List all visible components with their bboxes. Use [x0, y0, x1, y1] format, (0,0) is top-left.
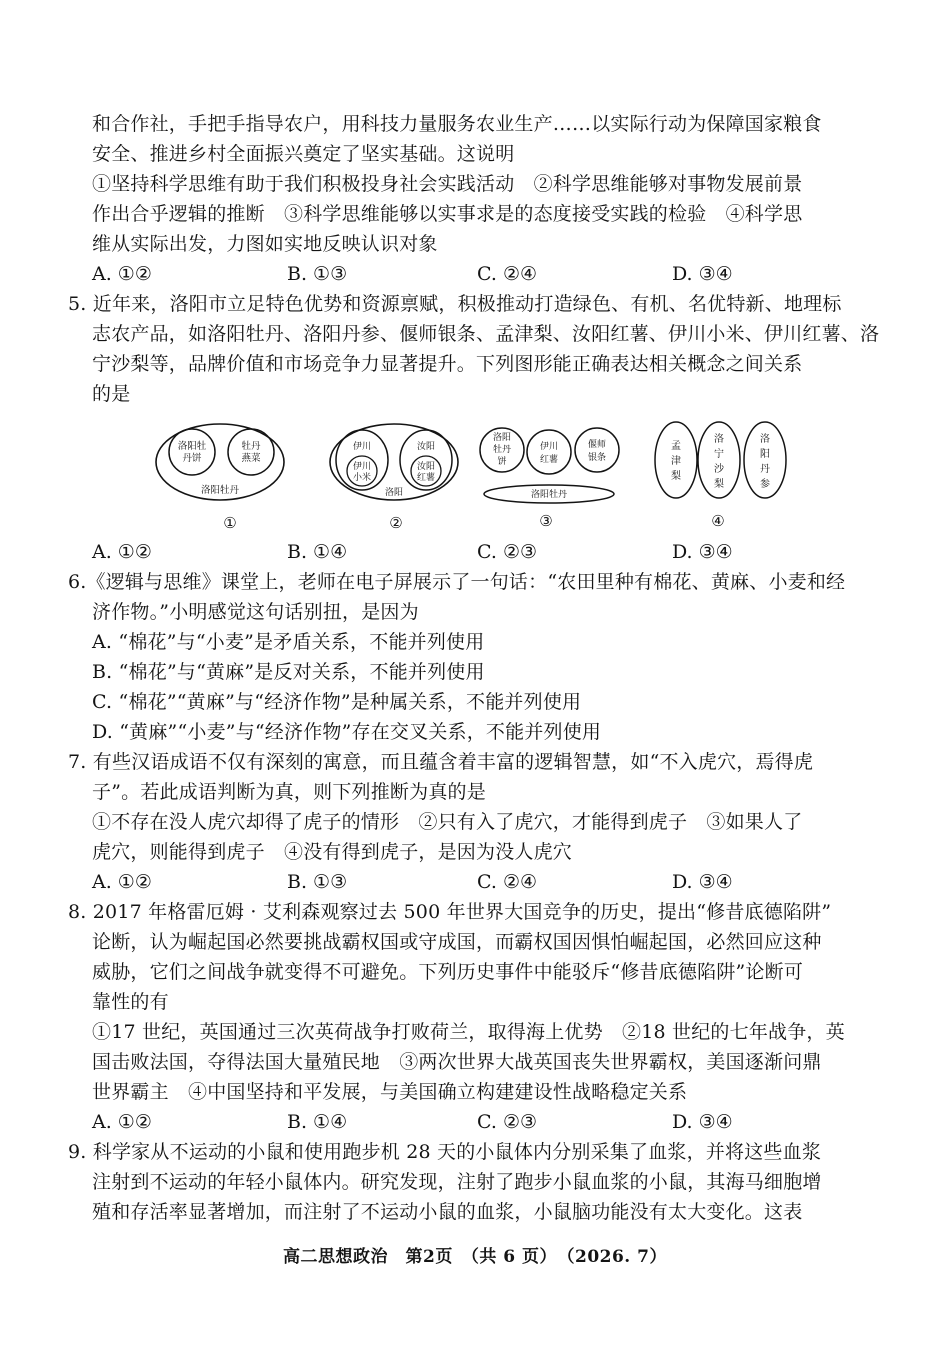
- q5-line-1: 5. 近年来，洛阳市立足特色优势和资源禀赋，积极推动打造绿色、有机、名优特新、地理标: [68, 293, 842, 315]
- d3-c2-t2: 红薯: [539, 455, 559, 465]
- q8-line-1: 8. 2017 年格雷厄姆 · 艾利森观察过去 500 年世界大国竞争的历史，提出“修昔底德陷阱”: [68, 901, 832, 923]
- q8-option-a: A. ①②: [92, 1111, 152, 1133]
- q7-option-a: A. ①②: [92, 871, 152, 893]
- d1-c2-text-1: 牡丹: [241, 441, 261, 452]
- d3-c2-t1: 伊川: [539, 442, 559, 452]
- d3-c3-t1: 偃师: [587, 440, 607, 450]
- d1-outer-label: 洛阳牡丹: [200, 485, 240, 496]
- d3-number: ③: [539, 512, 553, 530]
- q9-line-2: 注射到不运动的年轻小鼠体内。研究发现，注射了跑步小鼠血浆的小鼠，其海马细胞增: [92, 1171, 822, 1193]
- d3-c1-t3: 饼: [497, 457, 507, 467]
- q8-line-3: 威胁，它们之间战争就变得不可避免。下列历史事件中能驳斥“修昔底德陷阱”论断可: [92, 961, 804, 983]
- concept-diagrams: [150, 420, 800, 535]
- q5-line-4: 的是: [92, 383, 131, 405]
- d1-c2-text-2: 燕菜: [241, 453, 261, 464]
- d3-circle-2: [527, 430, 571, 474]
- q4-option-b: B. ①③: [287, 263, 348, 285]
- q8-line-4: 靠性的有: [92, 991, 169, 1013]
- d3-c1-t2: 牡丹: [492, 445, 512, 455]
- q4-line-5: 维从实际出发，力图如实地反映认识对象: [92, 233, 438, 255]
- d4-o2-t2: 宁: [714, 449, 724, 460]
- q4-option-a: A. ①②: [92, 263, 152, 285]
- d4-o2-t3: 沙: [714, 464, 724, 475]
- q8-option-b: B. ①④: [287, 1111, 348, 1133]
- q7-line-1: 7. 有些汉语成语不仅有深刻的寓意，而且蕴含着丰富的逻辑智慧，如“不入虎穴，焉得虎: [68, 751, 814, 773]
- q7-option-d: D. ③④: [672, 871, 733, 893]
- q5-option-c: C. ②③: [477, 541, 538, 563]
- d1-number: ①: [223, 514, 237, 532]
- d4-o1-t1: 孟: [671, 441, 681, 452]
- q4-line-1: 和合作社，手把手指导农户，用科技力量服务农业生产……以实际行动为保障国家粮食: [92, 113, 822, 135]
- d4-o1-t3: 梨: [671, 471, 681, 482]
- d4-o2-t4: 梨: [714, 479, 724, 490]
- q7-line-3: ①不存在没人虎穴却得了虎子的情形 ②只有入了虎穴，才能得到虎子 ③如果人了: [92, 811, 803, 833]
- q9-line-1: 9. 科学家从不运动的小鼠和使用跑步机 28 天的小鼠体内分别采集了血浆，并将这些血浆: [68, 1141, 822, 1163]
- d4-o1-t2: 津: [671, 456, 681, 467]
- d4-o3-t4: 参: [760, 479, 770, 490]
- q5-line-2: 志农产品，如洛阳牡丹、洛阳丹参、偃师银条、孟津梨、汝阳红薯、伊川小米、伊川红薯、洛: [92, 323, 880, 345]
- q7-line-4: 虎穴，则能得到虎子 ④没有得到虎子，是因为没人虎穴: [92, 841, 573, 863]
- q7-option-c: C. ②④: [477, 871, 538, 893]
- diagram-3: [480, 428, 619, 530]
- q6-line-1: 6.《逻辑与思维》课堂上，老师在电子屏展示了一句话：“农田里种有棉花、黄麻、小麦和经: [68, 571, 846, 593]
- q8-line-2: 论断，认为崛起国必然要挑战霸权国或守成国，而霸权国因惧怕崛起国，必然回应这种: [92, 931, 822, 953]
- q4-line-4: 作出合乎逻辑的推断 ③科学思维能够以实事求是的态度接受实践的检验 ④科学思: [92, 203, 803, 225]
- d2-number: ②: [389, 514, 403, 532]
- d3-base-label: 洛阳牡丹: [530, 490, 568, 500]
- q8-option-d: D. ③④: [672, 1111, 733, 1133]
- d2-right-label: 汝阳: [416, 442, 436, 452]
- d3-circle-3: [575, 428, 619, 472]
- page-footer: 高二思想政治 第2页 （共 6 页） （2026. 7）: [283, 1247, 667, 1267]
- d3-c1-t1: 洛阳: [492, 433, 512, 443]
- d4-number: ④: [711, 512, 725, 530]
- d2-left-inner-1: 伊川: [352, 462, 372, 472]
- d4-o3-t1: 洛: [760, 434, 770, 445]
- q7-line-2: 子”。若此成语判断为真，则下列推断为真的是: [92, 781, 486, 803]
- q9-line-3: 殖和存活率显著增加，而注射了不运动小鼠的血浆，小鼠脑功能没有太大变化。这表: [92, 1201, 803, 1223]
- d2-right-inner-2: 红薯: [416, 473, 436, 483]
- d1-c1-text-1: 洛阳牡: [177, 441, 207, 452]
- q5-line-3: 宁沙梨等，品牌价值和市场竞争力显著提升。下列图形能正确表达相关概念之间关系: [92, 353, 803, 375]
- q4-line-2: 安全、推进乡村全面振兴奠定了坚实基础。这说明: [92, 143, 515, 165]
- d2-right-inner-1: 汝阳: [416, 462, 436, 472]
- q6-option-d: D. “黄麻”“小麦”与“经济作物”存在交叉关系，不能并列使用: [92, 721, 602, 743]
- d3-c3-t2: 银条: [587, 453, 607, 463]
- concept-diagrams-svg: [150, 420, 800, 535]
- d1-inner-circle-1: [169, 429, 215, 475]
- q6-line-2: 济作物。”小明感觉这句话别扭，是因为: [92, 601, 419, 623]
- d1-inner-circle-2: [228, 429, 274, 475]
- d4-o3-t2: 阳: [760, 449, 770, 460]
- d2-outer-label: 洛阳: [384, 488, 404, 498]
- d4-o3-t3: 丹: [760, 464, 770, 475]
- q5-option-d: D. ③④: [672, 541, 733, 563]
- q6-option-c: C. “棉花”“黄麻”与“经济作物”是种属关系，不能并列使用: [92, 691, 582, 713]
- q8-line-5: ①17 世纪，英国通过三次英荷战争打败荷兰，取得海上优势 ②18 世纪的七年战争，英: [92, 1021, 845, 1043]
- d4-o2-t1: 洛: [714, 434, 724, 445]
- diagram-2: [330, 424, 458, 532]
- d2-left-inner-2: 小米: [352, 473, 372, 483]
- q5-option-b: B. ①④: [287, 541, 348, 563]
- q8-line-7: 世界霸主 ④中国坚持和平发展，与美国确立构建建设性战略稳定关系: [92, 1081, 688, 1103]
- q5-option-a: A. ①②: [92, 541, 152, 563]
- q6-option-a: A. “棉花”与“小麦”是矛盾关系，不能并列使用: [92, 631, 485, 653]
- q4-option-c: C. ②④: [477, 263, 538, 285]
- q6-option-b: B. “棉花”与“黄麻”是反对关系，不能并列使用: [92, 661, 485, 683]
- d2-left-label: 伊川: [352, 442, 372, 452]
- q4-option-d: D. ③④: [672, 263, 733, 285]
- diagram-1: [156, 424, 284, 532]
- q7-option-b: B. ①③: [287, 871, 348, 893]
- diagram-4: [655, 422, 786, 530]
- q8-option-c: C. ②③: [477, 1111, 538, 1133]
- q4-line-3: ①坚持科学思维有助于我们积极投身社会实践活动 ②科学思维能够对事物发展前景: [92, 173, 803, 195]
- q8-line-6: 国击败法国，夺得法国大量殖民地 ③两次世界大战英国丧失世界霸权，美国逐渐问鼎: [92, 1051, 822, 1073]
- d1-c1-text-2: 丹饼: [182, 453, 202, 464]
